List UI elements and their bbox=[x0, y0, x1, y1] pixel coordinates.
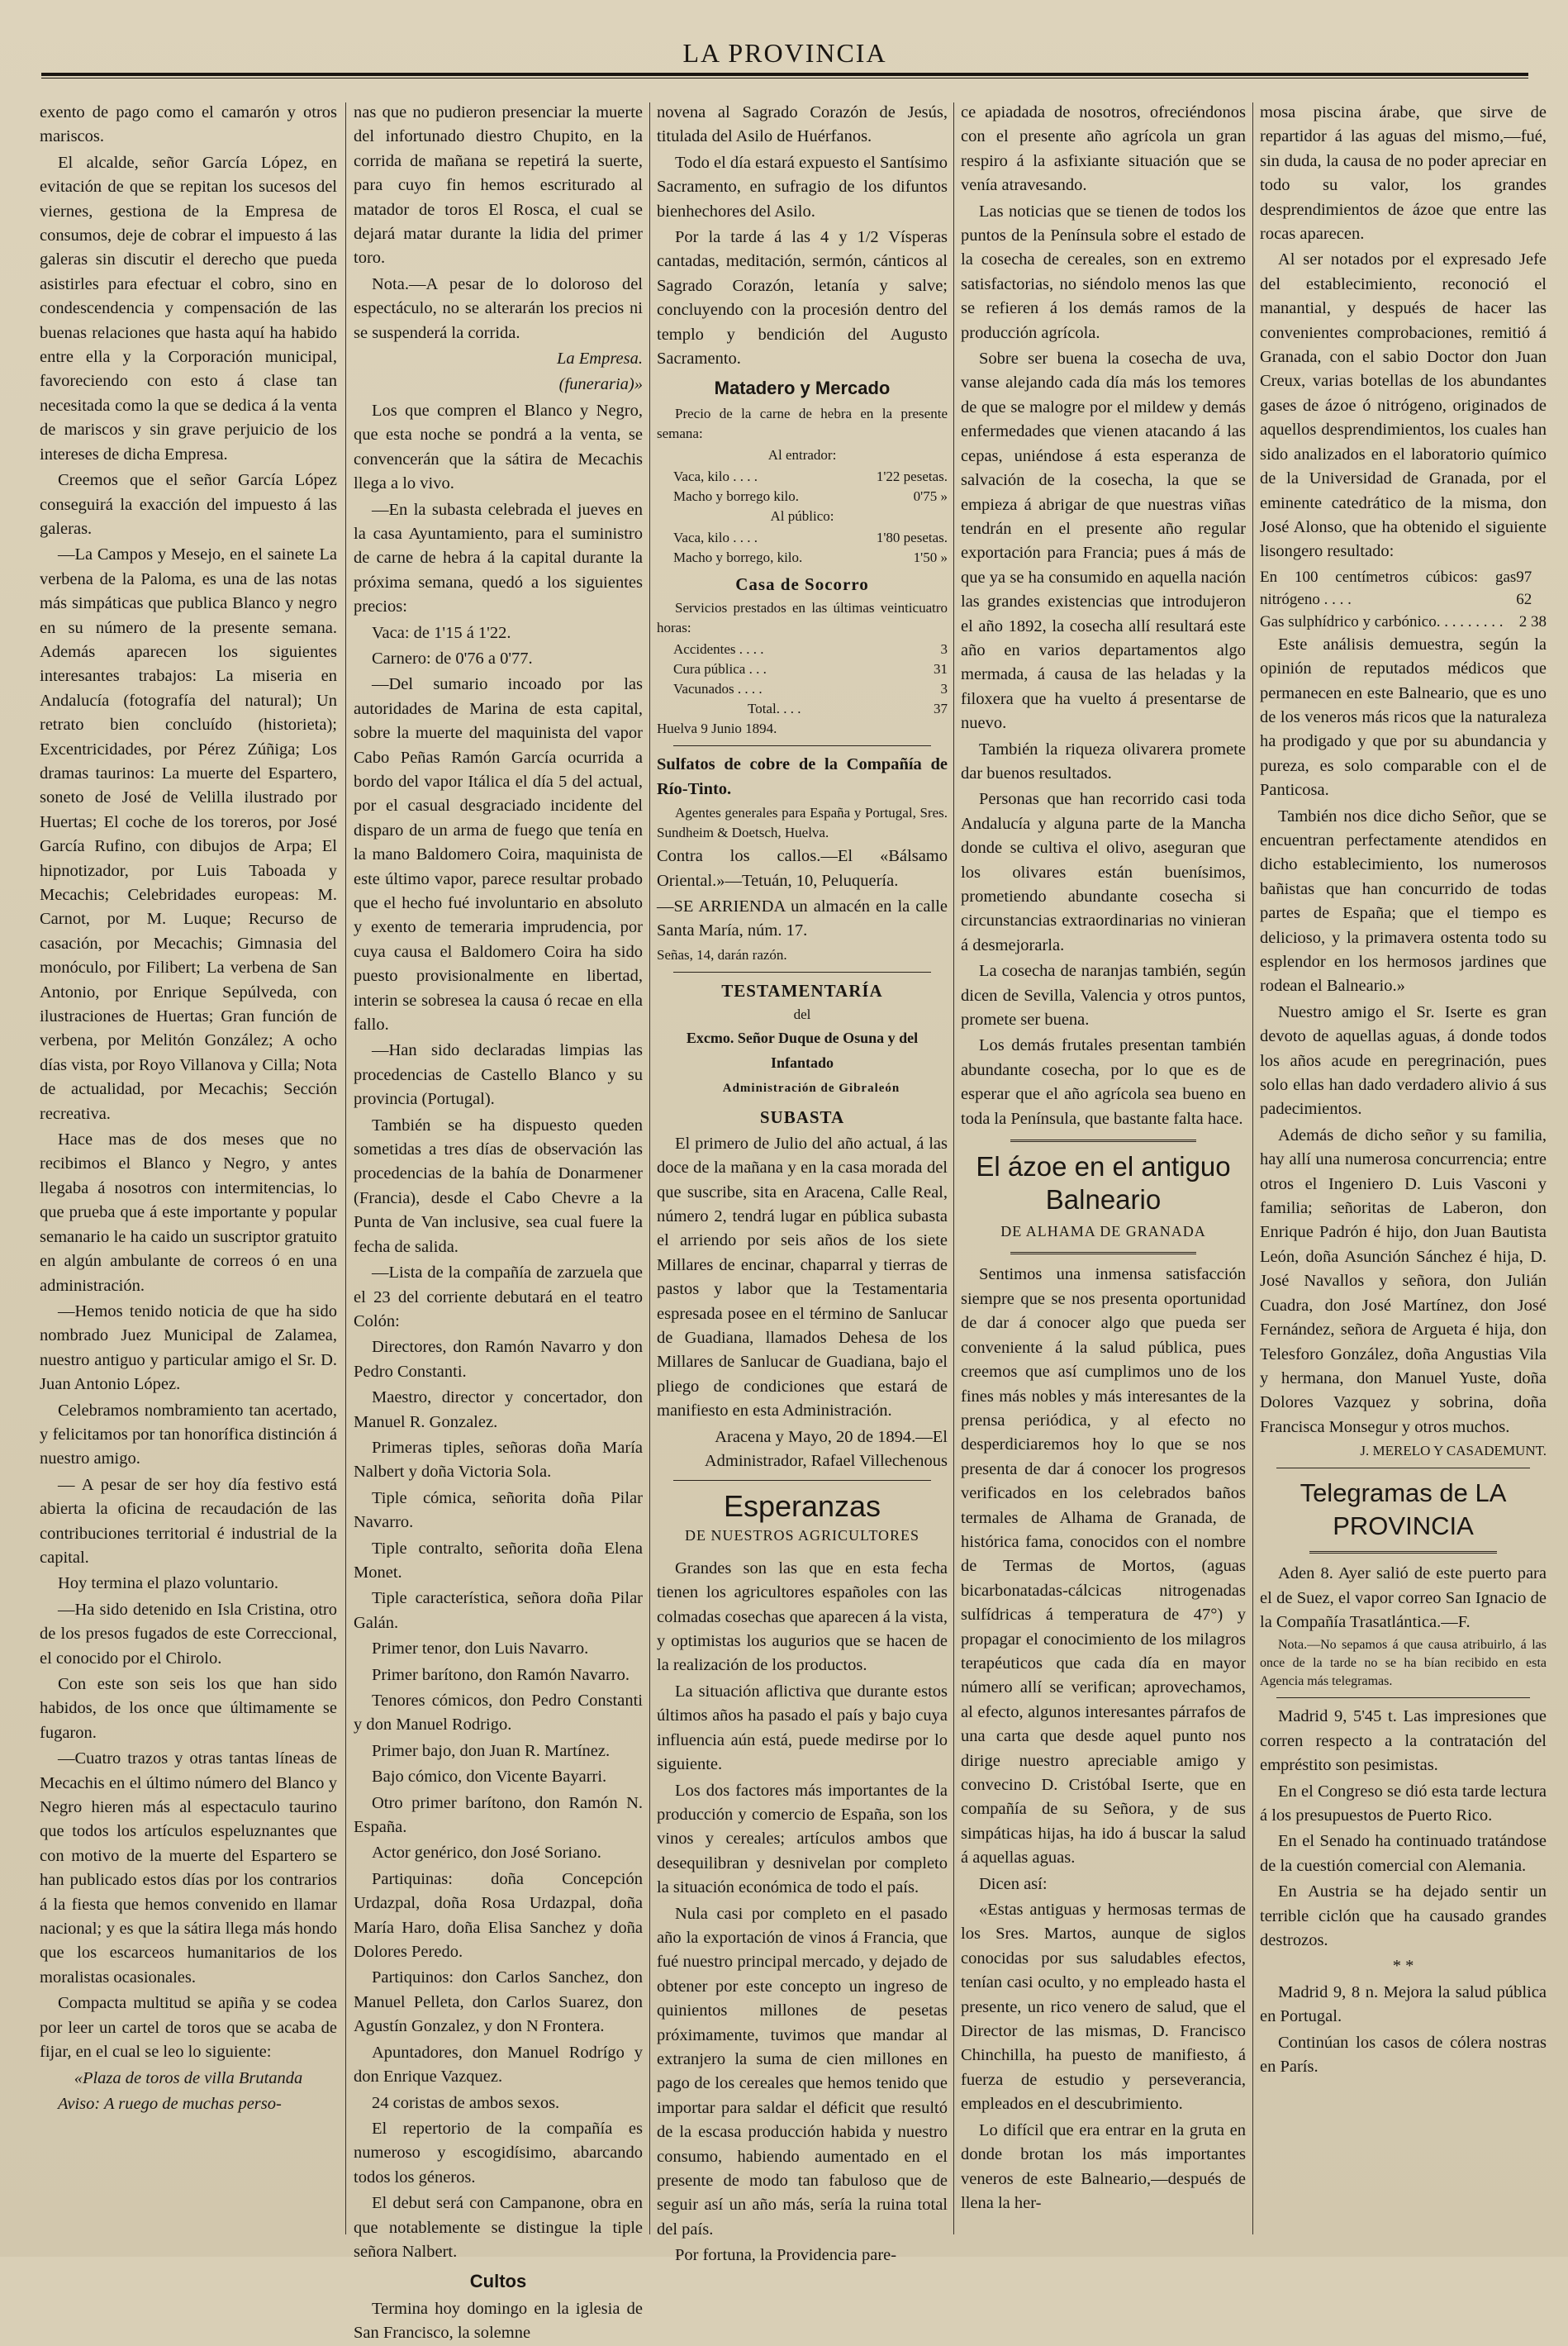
paragraph: Con este son seis los que han sido habidos, de los once que últimamente se fugaron. bbox=[40, 1675, 337, 1742]
paragraph: El alcalde, señor García López, en evitación de que se repitan los sucesos del viernes, gestiona de la Empresa de consumos, deje de cobrar el impuesto á las galeras sin discutir el derecho que pueda asistirles para efectuar el cobro, sino en condescendencia y compensación de las buenas relaciones que hasta aquí ha habido entre ella y la Corporación municipal, favoreciendo con esto á clase tan necesitada como la que se dedica á la venta de mariscos y sin grave perjuicio de los intereses de dicha Empresa. bbox=[40, 153, 337, 464]
paragraph: Por fortuna, la Providencia pare- bbox=[675, 2246, 897, 2265]
column-divider bbox=[649, 102, 650, 2234]
masthead-rule bbox=[41, 73, 1528, 76]
paragraph: Tiple cómica, señorita doña Pilar Navarro. bbox=[354, 1488, 643, 1532]
paragraph: Madrid 9, 5'45 t. Las impresiones que corren respecto a la contratación del empréstito son pesimistas. bbox=[1260, 1707, 1547, 1775]
stat-row: Vacunados . . . . 3 bbox=[673, 681, 948, 697]
paragraph: El primero de Julio del año actual, á las doce de la mañana y en la casa morada del que suscribe, sita en Aracena, Calle Real, número 2, tendrá lugar en pública subasta el arriendo por seis años de los siete Millares de encinar, chaparral y tierras de pastos y labor que la Testamentaria espresada posee en el término de Sanlucar de Guadiana, llamados Dehesa de los Millares de Sanlucar de Guadiana, bajo el pliego de condiciones que estará de manifiesto en esta Administración. bbox=[657, 1134, 948, 1420]
paragraph: Termina hoy domingo en la iglesia de San Francisco, la solemne bbox=[354, 2299, 643, 2343]
intro-text: Servicios prestados en las últimas veinticuatro horas: bbox=[657, 600, 948, 636]
paragraph: Aden 8. Ayer salió de este puerto para el de Suez, el vapor correo San Ignacio de la Compañía Trasatlántica.—F. bbox=[1260, 1564, 1547, 1631]
section-heading-testamentaria: TESTAMENTARÍA bbox=[721, 980, 883, 1001]
paragraph: Tiple característica, señora doña Pilar Galán. bbox=[354, 1589, 643, 1632]
advert: Agentes generales para España y Portugal, Sres. Sundheim & Doetsch, Huelva. bbox=[657, 805, 948, 841]
paragraph: —La Campos y Mesejo, en el sainete La verbena de la Paloma, es una de las notas más simpáticas que publica Blanco y negro en su número de la presente semana. Además aparecen los siguientes interesantes trabajos: La miseria en Andalucía (fotografía del natural); Un retrato bien concluído (historieta); Excentricidades, por Pérez Zúñiga; Los dramas taurinos: La muerte del Espartero, soneto de José de Velilla ilustrado por Huertas; El coche de los toreros, por José García Rufino, con dibujos de Arpa; El hipnotizador, por Luis Taboada y Mecachis; Celebridades europeas: M. Carnot, por M. Luque; Recurso de casación, por Mecachis; Gimnasia del monóculo, por Filibert; La verbena de San Antonio, por Enrique Sepúlveda, con ilustraciones de Huertas; Gran función de verbena, por Melitón González; A ocho días vista, por Royo Villanova y Cilla; Nota de actualidad, por Mecachis; Sección recreativa. bbox=[40, 545, 337, 1123]
paragraph: Maestro, director y concertador, don Manuel R. Gonzalez. bbox=[354, 1388, 643, 1431]
analysis-row: Gas sulphídrico y carbónico. . . . . . . . . 2 38 bbox=[1260, 612, 1547, 631]
stat-row: Accidentes . . . . 3 bbox=[673, 641, 948, 658]
paragraph: Lo difícil que era entrar en la gruta en donde brotan los más importantes veneros de este Balneario,—después de llena la her- bbox=[961, 2120, 1246, 2212]
signature: (funeraria)» bbox=[558, 375, 643, 394]
paragraph: Aviso: A ruego de muchas perso- bbox=[58, 2094, 282, 2113]
paragraph: En el Senado ha continuado tratándose de la cuestión comercial con Alemania. bbox=[1260, 1832, 1547, 1875]
price-row: Vaca, kilo . . . . 1'22 pesetas. bbox=[673, 468, 948, 484]
newspaper-title: LA PROVINCIA bbox=[682, 38, 887, 68]
divider bbox=[1276, 1697, 1530, 1698]
paragraph: Otro primer barítono, don Ramón N. España. bbox=[354, 1793, 643, 1837]
paragraph: 24 coristas de ambos sexos. bbox=[372, 2093, 560, 2112]
paragraph: Sobre ser buena la cosecha de uva, vanse alejando cada día más los temores de que se malogre por el mildew y demás enfermedades que vienen atacando á las cepas, uniéndose á esta esperanza de salvación de la cosecha, la que se empieza á abrigar de que nuestras viñas tendrán en el presente año regular exportación para Francia; pues á más de que ya se ha consumido en aquella nación las grandes existencias que introdujeron el año 1892, la cosecha allí resultará este año en varios departamentos algo mermada, á causa de las heladas y la filoxera que ha vuelto á presentarse de nuevo. bbox=[961, 350, 1246, 733]
paragraph: Dicen así: bbox=[979, 1874, 1048, 1893]
paragraph: Tiple contralto, señorita doña Elena Monet. bbox=[354, 1539, 643, 1582]
paragraph: Los demás frutales presentan también abundante cosecha, por lo que es de esperar que el año agrícola sea bueno en toda la Península, que bastante falta hace. bbox=[961, 1036, 1246, 1128]
ornament-divider bbox=[1309, 1551, 1497, 1554]
paragraph: —Ha sido detenido en Isla Cristina, otro de los presos fugados de este Correccional, el conocido por el Chirolo. bbox=[40, 1600, 337, 1668]
paragraph: En el Congreso se dió esta tarde lectura á los presupuestos de Puerto Rico. bbox=[1260, 1782, 1547, 1825]
paragraph: Madrid 9, 8 n. Mejora la salud pública en Portugal. bbox=[1260, 1982, 1547, 2026]
section-heading-socorro: Casa de Socorro bbox=[735, 573, 869, 594]
column-1 bbox=[40, 101, 337, 2241]
subheading: Excmo. Señor Duque de Osuna y del Infantado bbox=[686, 1030, 919, 1071]
paragraph: Al ser notados por el expresado Jefe del establecimiento, reconoció el manantial, y después de hacer las convenientes comprobaciones, remitió á Granada, con el sabio Doctor don Juan Creux, varias botellas de los abundantes gases de ázoe ó nitrógeno, originados de aquellos desprendimientos, los cuales han sido analizados en el laboratorio químico de la Universidad de Granada, por el eminente catedrático de la misma, don José Alonso, que ha obtenido el siguiente lisongero resultado: bbox=[1260, 250, 1547, 561]
paragraph: Bajo cómico, don Vicente Bayarri. bbox=[372, 1768, 607, 1787]
paragraph: «Estas antiguas y hermosas termas de los Sres. Martos, aunque de siglos conocidas por sus saludables efectos, tenían casi oculto, y no empleado hasta el presente, un rico venero de salud, que el Director de las mismas, D. Francisco Chinchilla, ha puesto de manifiesto, á fuerza de estudio y perseverancia, empleados en el descubrimiento. bbox=[961, 1901, 1246, 2114]
paragraph: Nula casi por completo en el pasado año la exportación de vinos á Francia, que fué nuestro principal mercado, y dejado de obtener por este concepto un ingreso de quinientos millones de pesetas próximamente, tuvimos que mandar al extranjero la suma de cien millones en pago de los cereales que hemos tenido que importar para saldar el déficit que resultó de la escasa producción habida y nuestro consumo, habiendo aumentado en el presente de modo tan fabuloso que de seguir así un año más, sería la ruina total del país. bbox=[657, 1904, 948, 2239]
headline-telegramas: Telegramas de LA PROVINCIA bbox=[1300, 1478, 1507, 1541]
paragraph: Apuntadores, don Manuel Rodrígo y don Enrique Vazquez. bbox=[354, 2043, 643, 2087]
paragraph: Celebramos nombramiento tan acertado, y felicitamos por tan honorífica distinción á nuestro amigo. bbox=[40, 1401, 337, 1468]
stat-row: Cura pública . . . 31 bbox=[673, 661, 948, 678]
intro-text: Precio de la carne de hebra en la presente semana: bbox=[657, 405, 948, 441]
paragraph: Nota.—A pesar de lo doloroso del espectáculo, no se alterarán los precios ni se suspenderá la corrida. bbox=[354, 274, 643, 342]
paragraph: El debut será con Campanone, obra en que notablemente se distingue la tiple señora Nalbert. bbox=[354, 2194, 643, 2261]
column-divider bbox=[953, 102, 954, 2234]
paragraph: Compacta multitud se apiña y se codea por leer un cartel de toros que se acaba de fijar, en el cual se leo lo siguiente: bbox=[40, 1994, 337, 2062]
subheading: Administración de Gibraleón bbox=[722, 1081, 900, 1095]
subheading: Al entrador: bbox=[767, 446, 837, 463]
headline-sub: DE NUESTROS AGRICULTORES bbox=[684, 1527, 920, 1544]
column-5 bbox=[1260, 101, 1547, 2241]
paragraph: Primeras tiples, señoras doña María Nalbert y doña Victoria Sola. bbox=[354, 1438, 643, 1482]
advert: Contra los callos.—El «Bálsamo Oriental.»—Tetuán, 10, Peluquería. bbox=[657, 847, 948, 890]
note: Nota.—No sepamos á que causa atribuirlo, á las once de la tarde no se ha bían recibido en esta Agencia más telegramas. bbox=[1260, 1638, 1547, 1689]
paragraph: Todo el día estará expuesto el Santísimo Sacramento, en sufragio de los difuntos bienhechores del Asilo. bbox=[657, 153, 948, 221]
column-2 bbox=[354, 101, 643, 2343]
poster-title: «Plaza de toros de villa Brutanda bbox=[74, 2068, 303, 2087]
paragraph: Primer tenor, don Luis Navarro. bbox=[372, 1639, 589, 1658]
paragraph: mosa piscina árabe, que sirve de repartidor á las aguas del mismo,—fué, sin duda, la causa de no poder apreciar en todo su valor, los grandes desprendimientos de ázoe que entre las rocas aparecen. bbox=[1260, 103, 1547, 244]
column-3 bbox=[657, 101, 948, 2265]
ornament-divider bbox=[1010, 1252, 1196, 1254]
paragraph: Nuestro amigo el Sr. Iserte es gran devoto de aquellas aguas, á donde todos los años acude en peregrinación, pues solo ellas han dado verdadero alivio á sus padecimientos. bbox=[1260, 1002, 1547, 1119]
price-row: Vaca, kilo . . . . 1'80 pesetas. bbox=[673, 529, 948, 545]
paragraph: Primer bajo, don Juan R. Martínez. bbox=[372, 1741, 611, 1760]
date-line: Huelva 9 Junio 1894. bbox=[657, 721, 777, 737]
paragraph: Tenores cómicos, don Pedro Constanti y don Manuel Rodrigo. bbox=[354, 1692, 643, 1735]
divider bbox=[673, 745, 931, 746]
paragraph: Grandes son las que en esta fecha tienen los agricultores españoles con las colmadas cosechas que aparecen á la vista, y optimistas los augurios que se hacen de la realización de los productos. bbox=[657, 1558, 948, 1675]
column-divider bbox=[345, 102, 346, 2234]
section-heading-cultos: Cultos bbox=[469, 2271, 527, 2292]
paragraph: exento de pago como el camarón y otros mariscos. bbox=[40, 103, 337, 146]
paragraph: Los dos factores más importantes de la producción y comercio de España, son los vinos y cereales; artículos ambos que desequilibran y desnivelan por completo la situación económica de todo el país. bbox=[657, 1781, 948, 1897]
column-divider bbox=[1252, 102, 1253, 2234]
price-row: Macho y borrego kilo. 0'75 » bbox=[673, 488, 948, 504]
divider bbox=[673, 1480, 931, 1481]
paragraph: Primer barítono, don Ramón Navarro. bbox=[372, 1665, 630, 1684]
paragraph: Continúan los casos de cólera nostras en París. bbox=[1260, 2033, 1547, 2077]
column-4 bbox=[961, 101, 1246, 2241]
paragraph: Este análisis demuestra, según la opinión de reputados médicos que permanecen en este Balneario, que es uno de los veneros más ricos que la naturaleza ha prodigado y que por su abundancia y pureza, es solo comparable con el de Panticosa. bbox=[1260, 635, 1547, 800]
total-row: Total. . . . 37 bbox=[748, 701, 948, 717]
paragraph: Personas que han recorrido casi toda Andalucía y alguna parte de la Mancha donde se cultiva el olivo, aseguran que los olivares están buenísimos, prometiendo abundante cosecha si circunstancias extraordinarias no vinieran á desmejorarla. bbox=[961, 790, 1246, 954]
paragraph: Las noticias que se tienen de todos los puntos de la Península sobre el estado de la cosecha de cereales, son en extremo satisfactorias, no siéndolo menos las que se refieren á los demás ramos de la producción agrícola. bbox=[961, 202, 1246, 342]
subheading-subasta: SUBASTA bbox=[759, 1107, 845, 1128]
paragraph: En Austria se ha dejado sentir un terrible ciclón que ha causado grandes destrozos. bbox=[1260, 1882, 1547, 1949]
paragraph: ce apiadada de nosotros, ofreciéndonos con el presente año agrícola un gran respiro á la asfixiante situación que se venía atravesando. bbox=[961, 103, 1246, 195]
signature: La Empresa. bbox=[556, 350, 643, 369]
paragraph: — A pesar de ser hoy día festivo está abierta la oficina de recaudación de las contribuciones territorial é industrial de la capital. bbox=[40, 1475, 337, 1567]
section-heading-matadero: Matadero y Mercado bbox=[714, 378, 891, 399]
paragraph: Partiquinas: doña Concepción Urdazpal, doña Rosa Urdazpal, doña María Haro, doña Elisa Sanchez y doña Dolores Peredo. bbox=[354, 1869, 643, 1962]
advert: Señas, 14, darán razón. bbox=[657, 946, 787, 963]
headline-esperanzas: Esperanzas bbox=[723, 1489, 881, 1524]
advert: Sulfatos de cobre de la Compañía de Río-Tinto. bbox=[657, 755, 948, 798]
paragraph: —Lista de la compañía de zarzuela que el 23 del corriente debutará en el teatro Colón: bbox=[354, 1263, 643, 1330]
paragraph: El repertorio de la compañía es numeroso y escogidísimo, abarcando todos los géneros. bbox=[354, 2119, 643, 2187]
paragraph: Por la tarde á las 4 y 1/2 Vísperas cantadas, meditación, sermón, cánticos al Sagrado Corazón, letanía y salve; concluyendo con la procesión dentro del templo y bendición del Augusto Sacramento. bbox=[657, 228, 948, 369]
paragraph: nas que no pudieron presenciar la muerte del infortunado diestro Chupito, en la corrida de mañana se repetirá la suerte, para cuyo fin hemos escriturado al matador de toros El Rosca, el cual se dejará matar durante la lidia del primer toro. bbox=[354, 103, 643, 268]
paragraph: novena al Sagrado Corazón de Jesús, titulada del Asilo de Huérfanos. bbox=[657, 103, 948, 146]
paragraph: —Del sumario incoado por las autoridades de Marina de esta capital, sobre la muerte del maquinista del vapor Cabo Peñas Ramón García ocurrida a bordo del vapor Itálica el día 5 del actual, por el casual desgraciado incidente del disparo de un arma de fuego que tenía en la mano Baldomero Coira, maquinista de este último vapor, parece resultar probado que el hecho fué involuntario en absoluto y exento de temeraria imprudencia, por cuya causa el Baldomero Coira ha sido puesto provisionalmente en libertad, interin se sobresea la causa ó recae en ella fallo. bbox=[354, 675, 643, 1035]
ornament-stars: * * bbox=[1392, 1957, 1414, 1976]
ornament-divider bbox=[1010, 1140, 1196, 1142]
signature: J. MERELO Y CASADEMUNT. bbox=[1360, 1443, 1547, 1459]
paragraph: También la riqueza olivarera promete dar buenos resultados. bbox=[961, 740, 1246, 783]
paragraph: Partiquinos: don Carlos Sanchez, don Manuel Pelleta, don Carlos Suarez, don Agustín Gonzalez, y don N Frontera. bbox=[354, 1968, 643, 2036]
paragraph: Creemos que el señor García López conseguirá la exacción del impuesto á las galeras. bbox=[40, 471, 337, 538]
paragraph: —En la subasta celebrada el jueves en la casa Ayuntamiento, para el suministro de carne de hebra á la capital durante la próxima semana, quedó a los siguientes precios: bbox=[354, 500, 643, 616]
headline-azoe: El ázoe en el antiguo Balneario bbox=[976, 1151, 1231, 1216]
paragraph: —Cuatro trazos y otras tantas líneas de Mecachis en el último número del Blanco y Negro hieren más al espectaculo taurino que todos los artículos espeluznantes que con motivo de la muerte del Espartero se han publicado estos días por los contrarios á la fiesta que hemos convenido en llamar nacional; y es que la sátira llega más hondo que los escarceos humanitarios de los moralistas ocasionales. bbox=[40, 1749, 337, 1987]
price-row: Macho y borrego, kilo. 1'50 » bbox=[673, 549, 948, 565]
paragraph: Directores, don Ramón Navarro y don Pedro Constanti. bbox=[354, 1338, 643, 1381]
headline-sub: DE ALHAMA DE GRANADA bbox=[1000, 1223, 1206, 1240]
paragraph: Hoy termina el plazo voluntario. bbox=[58, 1574, 278, 1593]
masthead bbox=[41, 30, 1528, 83]
subheading: Al público: bbox=[770, 507, 834, 524]
paragraph: Vaca: de 1'15 á 1'22. bbox=[372, 623, 511, 642]
paragraph: También se ha dispuesto queden sometidas a tres días de observación las procedencias de la bahía de Donarmener (Francia), desde el Cabo Chevre a la Punta de Van inclusive, sea cual fuere la fecha de salida. bbox=[354, 1116, 643, 1256]
paragraph: Los que compren el Blanco y Negro, que esta noche se pondrá a la venta, se convencerán que la sátira de Mecachis llega a lo vivo. bbox=[354, 401, 643, 493]
subheading: del bbox=[793, 1006, 811, 1023]
signature: Aracena y Mayo, 20 de 1894.—El Administrador, Rafael Villechenous bbox=[704, 1427, 948, 1471]
paragraph: También nos dice dicho Señor, que se encuentran perfectamente atendidos en dicho establecimiento, los numerosos bañistas que han concurrido de todas partes de España; que el tiempo es delicioso, y la primavera ostenta todo su esplendor en los hermosos jardines que rodean el Balneario.» bbox=[1260, 807, 1547, 996]
paragraph: —Hemos tenido noticia de que ha sido nombrado Juez Municipal de Zalamea, nuestro antiguo y particular amigo el Sr. D. Juan Antonio López. bbox=[40, 1301, 337, 1394]
advert: —SE ARRIENDA un almacén en la calle Santa María, núm. 17. bbox=[657, 897, 948, 940]
paragraph: La cosecha de naranjas también, según dicen de Sevilla, Valencia y otros puntos, promete ser buena. bbox=[961, 962, 1246, 1030]
paragraph: —Han sido declaradas limpias las procedencias de Castello Blanco y su provincia (Portugal). bbox=[354, 1041, 643, 1109]
divider bbox=[673, 972, 931, 973]
paragraph: Carnero: de 0'76 a 0'77. bbox=[372, 649, 533, 668]
paragraph: La situación aflictiva que durante estos últimos años ha pasado el país y bajo cuya influencia aún está, puede medirse por lo siguiente. bbox=[657, 1682, 948, 1774]
paragraph: Actor genérico, don José Soriano. bbox=[372, 1844, 601, 1863]
analysis-row: En 100 centímetros cúbicos: gas nitrógeno . . . . 97 62 bbox=[1260, 568, 1532, 608]
paragraph: Sentimos una inmensa satisfacción siempre que se nos presenta oportunidad de dar á conocer algo que pueda ser conveniente á la salud pública, pues creemos que así cumplimos uno de los fines más nobles y más interesantes de la prensa periódica, y al efecto no desperdiciaremos hoy lo que se nos presenta de dar á conocer los progresos verificados en los celebrados baños termales de Alhama de Granada, de histórica fama, conocidos con el nombre de Termas de Mortos, (aguas bicarbonatadas-cálcicas nitrogenadas sulfídricas á temperatura de 47°) y propagar el conocimiento de los milagros terapéuticos que cada día en mayor número allí se verifican; aprovechamos, al efecto, algunos interesantes párrafos de una carta que desde aquel punto nos dirige nuestro apreciable amigo y convecino D. Cristóbal Iserte, que en compañía de su Señora, y de sus simpáticas hijas, ha ido á buscar la salud á aquellas aguas. bbox=[961, 1265, 1246, 1868]
masthead-rule-thin bbox=[41, 78, 1528, 79]
paragraph: Además de dicho señor y su familia, hay allí una numerosa concurrencia; entre otros el Ingeniero D. Luis Vasconi y familia; señoritas de Laberon, don Enrique Padrón é hijo, don Juan Bautista León, doña Asunción Sánchez é hija, D. José Navallos y señora, don Julián Cuadra, don José Martínez, don José Fernández, señora de Argueta é hija, don Telesforo González, doña Angustias Vila y hermana, don Manuel Yuste, doña Dolores Vazquez y sobrina, doña Francisca Monsegur y otros muchos. bbox=[1260, 1125, 1547, 1436]
paragraph: Hace mas de dos meses que no recibimos el Blanco y Negro, y antes llegaba á nosotros con intermitencias, lo que prueba que á este importante y popular semanario le ha caido un suscriptor gratuito en algún ambulante de correos ó en una administración. bbox=[40, 1130, 337, 1295]
